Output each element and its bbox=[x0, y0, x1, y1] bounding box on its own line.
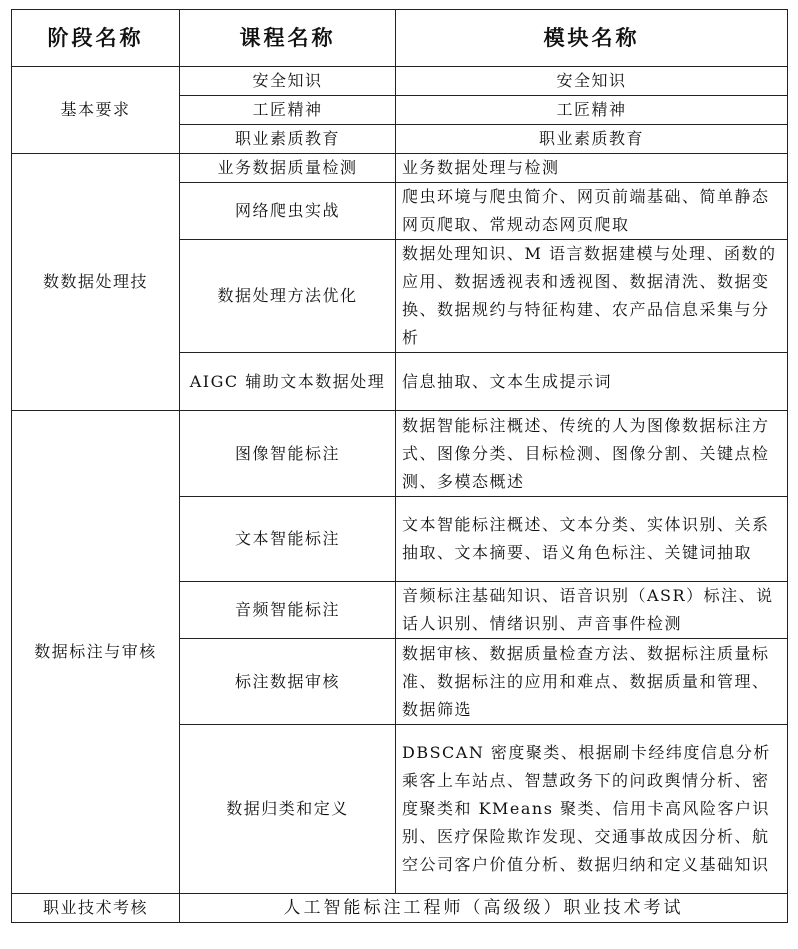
footer-stage: 职业技术考核 bbox=[12, 894, 180, 923]
course-cell: 图像智能标注 bbox=[180, 411, 396, 497]
course-cell: 工匠精神 bbox=[180, 96, 396, 125]
course-cell: 文本智能标注 bbox=[180, 497, 396, 582]
module-cell: 数据智能标注概述、传统的人为图像数据标注方式、图像分类、目标检测、图像分割、关键点检测、多模态概述 bbox=[396, 411, 788, 497]
footer-content: 人工智能标注工程师（高级级）职业技术考试 bbox=[180, 894, 788, 923]
table-row bbox=[12, 411, 788, 497]
module-cell: 安全知识 bbox=[396, 67, 788, 96]
module-cell: 数据审核、数据质量检查方法、数据标注质量标准、数据标注的应用和难点、数据质量和管理、数据筛选 bbox=[396, 639, 788, 725]
course-cell: 安全知识 bbox=[180, 67, 396, 96]
course-cell: 职业素质教育 bbox=[180, 125, 396, 154]
stage-cell: 数据标注与审核 bbox=[12, 411, 180, 894]
module-cell: 业务数据处理与检测 bbox=[396, 154, 788, 183]
header-stage: 阶段名称 bbox=[12, 10, 180, 67]
course-cell: 数据处理方法优化 bbox=[180, 240, 396, 353]
table-row bbox=[12, 154, 788, 183]
stage-cell: 数数据处理技 bbox=[12, 154, 180, 411]
module-cell: 职业素质教育 bbox=[396, 125, 788, 154]
module-cell: 爬虫环境与爬虫简介、网页前端基础、简单静态网页爬取、常规动态网页爬取 bbox=[396, 183, 788, 240]
curriculum-table bbox=[11, 9, 788, 923]
module-cell: 音频标注基础知识、语音识别（ASR）标注、说话人识别、情绪识别、声音事件检测 bbox=[396, 582, 788, 639]
course-cell: AIGC 辅助文本数据处理 bbox=[180, 353, 396, 411]
course-cell: 音频智能标注 bbox=[180, 582, 396, 639]
course-cell: 网络爬虫实战 bbox=[180, 183, 396, 240]
table-row bbox=[12, 67, 788, 96]
module-cell: 文本智能标注概述、文本分类、实体识别、关系抽取、文本摘要、语义角色标注、关键词抽取 bbox=[396, 497, 788, 582]
stage-cell: 基本要求 bbox=[12, 67, 180, 154]
course-cell: 标注数据审核 bbox=[180, 639, 396, 725]
course-cell: 业务数据质量检测 bbox=[180, 154, 396, 183]
module-cell: 数据处理知识、M 语言数据建模与处理、函数的应用、数据透视表和透视图、数据清洗、数据变换、数据规约与特征构建、农产品信息采集与分析 bbox=[396, 240, 788, 353]
header-module: 模块名称 bbox=[396, 10, 788, 67]
module-cell: 信息抽取、文本生成提示词 bbox=[396, 353, 788, 411]
course-cell: 数据归类和定义 bbox=[180, 725, 396, 894]
header-row bbox=[12, 10, 788, 67]
module-cell: DBSCAN 密度聚类、根据刷卡经纬度信息分析乘客上车站点、智慧政务下的问政舆情分析、密度聚类和 KMeans 聚类、信用卡高风险客户识别、医疗保险欺诈发现、交通事故成因分析、航空公司客户价值分析、数据归纳和定义基础知识 bbox=[396, 725, 788, 894]
footer-row bbox=[12, 894, 788, 923]
header-course: 课程名称 bbox=[180, 10, 396, 67]
module-cell: 工匠精神 bbox=[396, 96, 788, 125]
